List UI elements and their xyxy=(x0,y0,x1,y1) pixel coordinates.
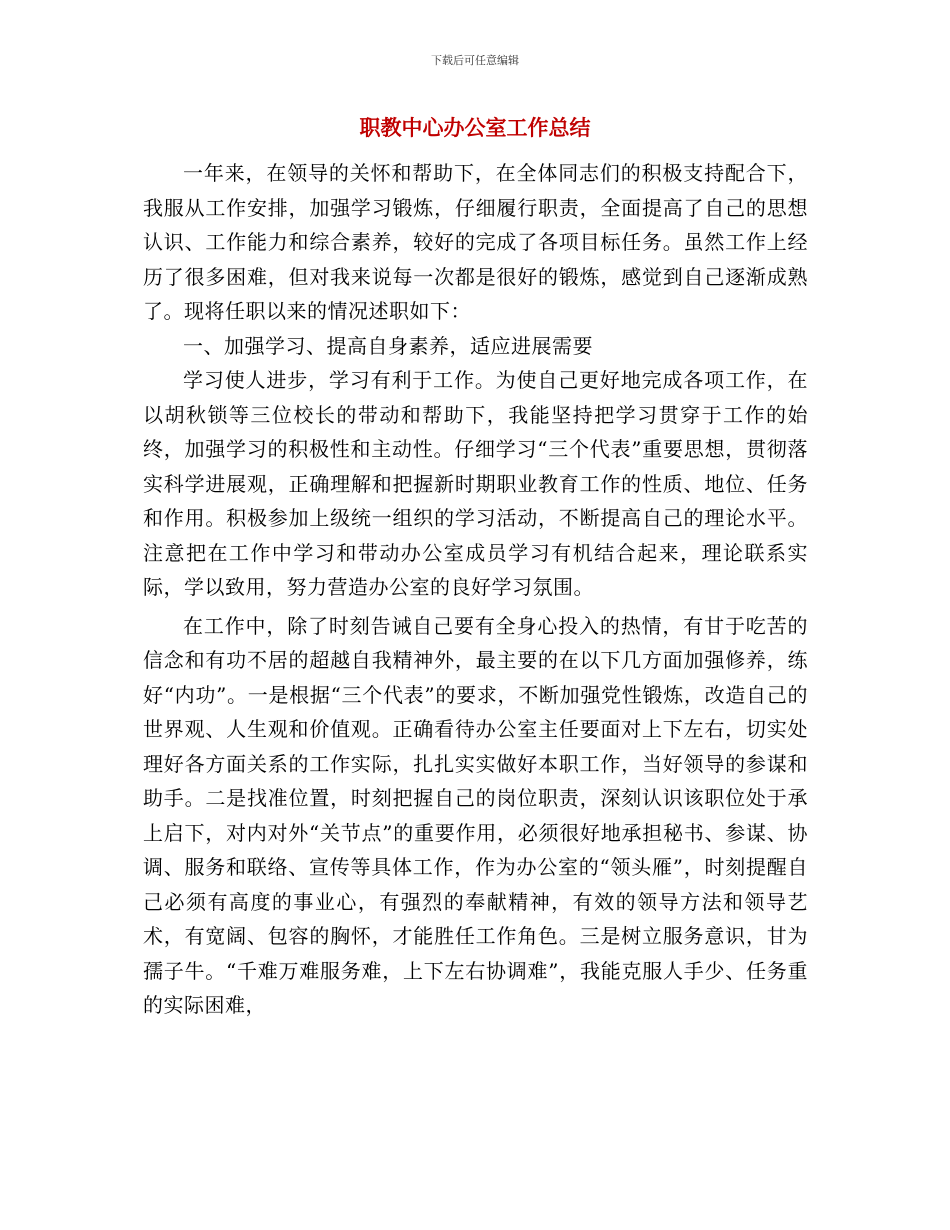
paragraph-intro: 一年来，在领导的关怀和帮助下，在全体同志们的积极支持配合下，我服从工作安排，加强学习锻炼，仔细履行职责，全面提高了自己的思想认识、工作能力和综合素养，较好的完成了各项目标任务。虽然工作上经历了很多困难，但对我来说每一次都是很好的锻炼，感觉到自己逐渐成熟了。现将任职以来的情况述职如下： xyxy=(143,161,808,323)
section-heading-1: 一、加强学习、提高自身素养，适应进展需要 xyxy=(183,333,593,358)
document-body xyxy=(143,156,808,1023)
paragraph-study: 学习使人进步，学习有利于工作。为使自己更好地完成各项工作，在以胡秋锁等三位校长的带动和帮助下，我能坚持把学习贯穿于工作的始终，加强学习的积极性和主动性。仔细学习“三个代表”重要思想，贯彻落实科学进展观，正确理解和把握新时期职业教育工作的性质、地位、任务和作用。积极参加上级统一组织的学习活动，不断提高自己的理论水平。注意把在工作中学习和带动办公室成员学习有机结合起来，理论联系实际，学以致用，努力营造办公室的良好学习氛围。 xyxy=(143,368,808,599)
header-note: 下载后可任意编辑 xyxy=(431,54,519,67)
document-title: 职教中心办公室工作总结 xyxy=(359,115,591,140)
paragraph-work: 在工作中，除了时刻告诫自己要有全身心投入的热情，有甘于吃苦的信念和有功不居的超越自我精神外，最主要的在以下几方面加强修养，练好“内功”。一是根据“三个代表”的要求，不断加强党性锻炼，改造自己的世界观、人生观和价值观。正确看待办公室主任要面对上下左右，切实处理好各方面关系的工作实际，扎扎实实做好本职工作，当好领导的参谋和助手。二是找准位置，时刻把握自己的岗位职责，深刻认识该职位处于承上启下，对内对外“关节点”的重要作用，必须很好地承担秘书、参谋、协调、服务和联络、宣传等具体工作，作为办公室的“领头雁”，时刻提醒自己必须有高度的事业心，有强烈的奉献精神，有效的领导方法和领导艺术，有宽阔、包容的胸怀，才能胜任工作角色。三是树立服务意识，甘为孺子牛。“千难万难服务难，上下左右协调难”，我能克服人手少、任务重的实际困难， xyxy=(143,613,808,1017)
